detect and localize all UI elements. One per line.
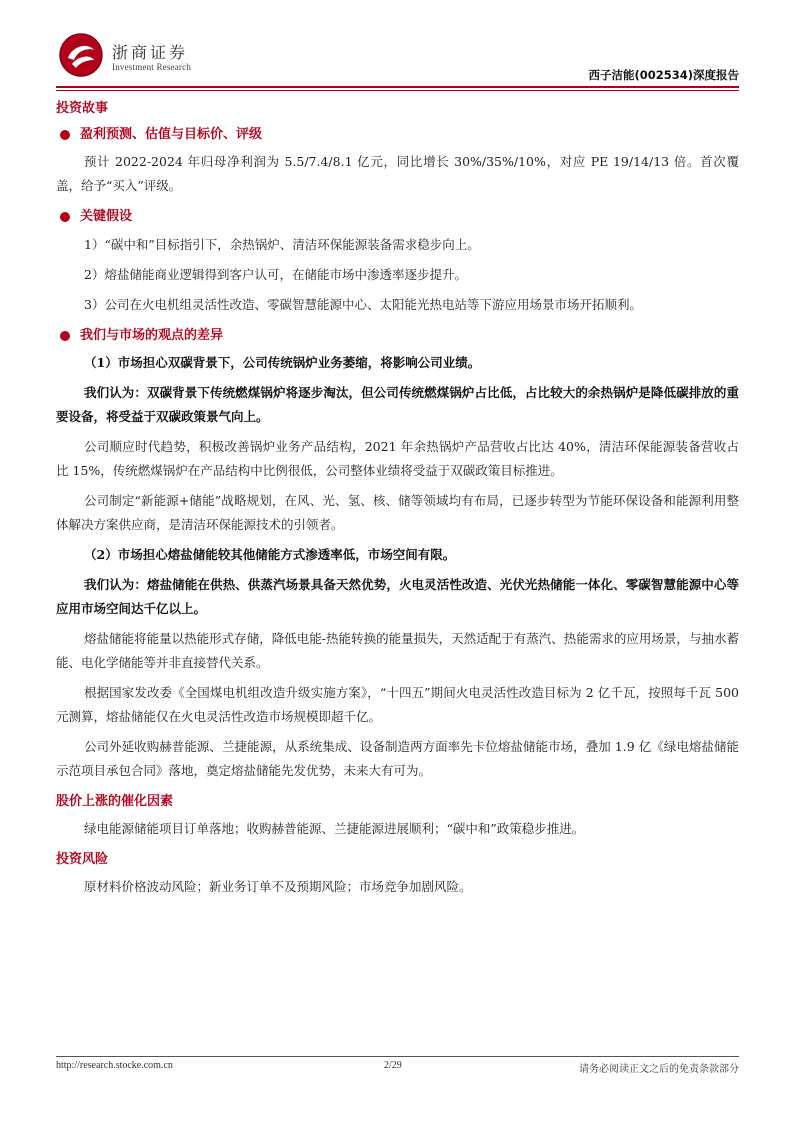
risk-paragraph: 原材料价格波动风险；新业务订单不及预期风险；市场竞争加剧风险。 <box>84 879 472 894</box>
paragraph: 公司制定“新能源+储能”战略规划，在风、光、氢、核、储等领域均有布局，已逐步转型为节能环保设备和能源利用整体解决方案供应商，是清洁环保能源技术的引领者。 <box>56 493 739 532</box>
assumption-item: 2）熔盐储能商业逻辑得到客户认可，在储能市场中渗透率逐步提升。 <box>84 267 467 282</box>
zheshang-logo-icon <box>58 32 104 78</box>
report-title: 西子洁能(002534)深度报告 <box>588 68 739 82</box>
our-view-2: 我们认为：熔盐储能在供热、供蒸汽场景具备天然优势，火电灵活性改造、光伏光热储能一体化、零碳智慧能源中心等应用市场空间达千亿以上。 <box>56 577 739 616</box>
paragraph: 公司顺应时代趋势，积极改善锅炉业务产品结构，2021 年余热锅炉产品营收占比达 40%，清洁环保能源装备营收占比 15%，传统燃煤锅炉在产品结构中比例很低，公司整体业绩将受益于双碳政策目标推进。 <box>56 439 739 478</box>
page-header <box>56 30 739 86</box>
section-title-assumptions <box>56 204 739 230</box>
forecast-paragraph: 预计 2022-2024 年归母净利润为 5.5/7.4/8.1 亿元，同比增长 30%/35%/10%，对应 PE 19/14/13 倍。首次覆盖，给予“买入”评级。 <box>56 154 739 193</box>
header-rule <box>56 86 739 88</box>
market-concern-2: （2）市场担心熔盐储能较其他储能方式渗透率低，市场空间有限。 <box>84 547 456 562</box>
bullet-dot-icon <box>60 331 70 341</box>
bullet-dot-icon <box>60 212 70 222</box>
section-title-differences <box>56 323 739 349</box>
paragraph: 公司外延收购赫普能源、兰捷能源，从系统集成、设备制造两方面率先卡位熔盐储能市场，叠加 1.9 亿《绿电熔盐储能示范项目承包合同》落地，奠定熔盐储能先发优势，未来大有可为。 <box>56 739 739 778</box>
section-title-catalyst: 股价上涨的催化因素 <box>56 794 174 809</box>
assumption-item: 1）“碳中和”目标指引下，余热锅炉、清洁环保能源装备需求稳步向上。 <box>84 237 480 252</box>
section-title-forecast <box>56 122 739 148</box>
logo-text-en: Investment Research <box>112 62 192 72</box>
our-view-1: 我们认为：双碳背景下传统燃煤锅炉将逐步淘汰，但公司传统燃煤锅炉占比低，占比较大的余热锅炉是降低碳排放的重要设备，将受益于双碳政策景气向上。 <box>56 385 739 424</box>
logo-text-cn: 浙商证券 <box>112 43 189 62</box>
assumptions-title-text: 关键假设 <box>80 209 133 224</box>
catalyst-paragraph: 绿电能源储能项目订单落地；收购赫普能源、兰捷能源进展顺利；“碳中和”政策稳步推进。 <box>84 821 585 836</box>
footer-rule <box>56 1056 739 1057</box>
section-title-story: 投资故事 <box>56 101 109 116</box>
paragraph: 根据国家发改委《全国煤电机组改造升级实施方案》，“十四五”期间火电灵活性改造目标为 2 亿千瓦，按照每千瓦 500 元测算，熔盐储能仅在火电灵活性改造市场规模即超千亿。 <box>56 685 739 724</box>
main-content <box>56 96 739 905</box>
forecast-title-text: 盈利预测、估值与目标价、评级 <box>80 127 263 142</box>
footer-disclaimer: 请务必阅读正文之后的免责条款部分 <box>579 1064 739 1075</box>
assumption-item: 3）公司在火电机组灵活性改造、零碳智慧能源中心、太阳能光热电站等下游应用场景市场开拓顺利。 <box>84 297 642 312</box>
differences-title-text: 我们与市场的观点的差异 <box>80 328 224 343</box>
paragraph: 熔盐储能将能量以热能形式存储，降低电能-热能转换的能量损失，天然适配于有蒸汽、热能需求的应用场景，与抽水蓄能、电化学储能等并非直接替代关系。 <box>56 631 739 670</box>
footer-url-link[interactable]: http://research.stocke.com.cn <box>56 1060 173 1071</box>
section-title-risk: 投资风险 <box>56 852 109 867</box>
bullet-dot-icon <box>60 130 70 140</box>
header-rule-thin <box>56 90 739 91</box>
page-number: 2/29 <box>384 1060 402 1071</box>
market-concern-1: （1）市场担心双碳背景下，公司传统锅炉业务萎缩，将影响公司业绩。 <box>84 355 481 370</box>
